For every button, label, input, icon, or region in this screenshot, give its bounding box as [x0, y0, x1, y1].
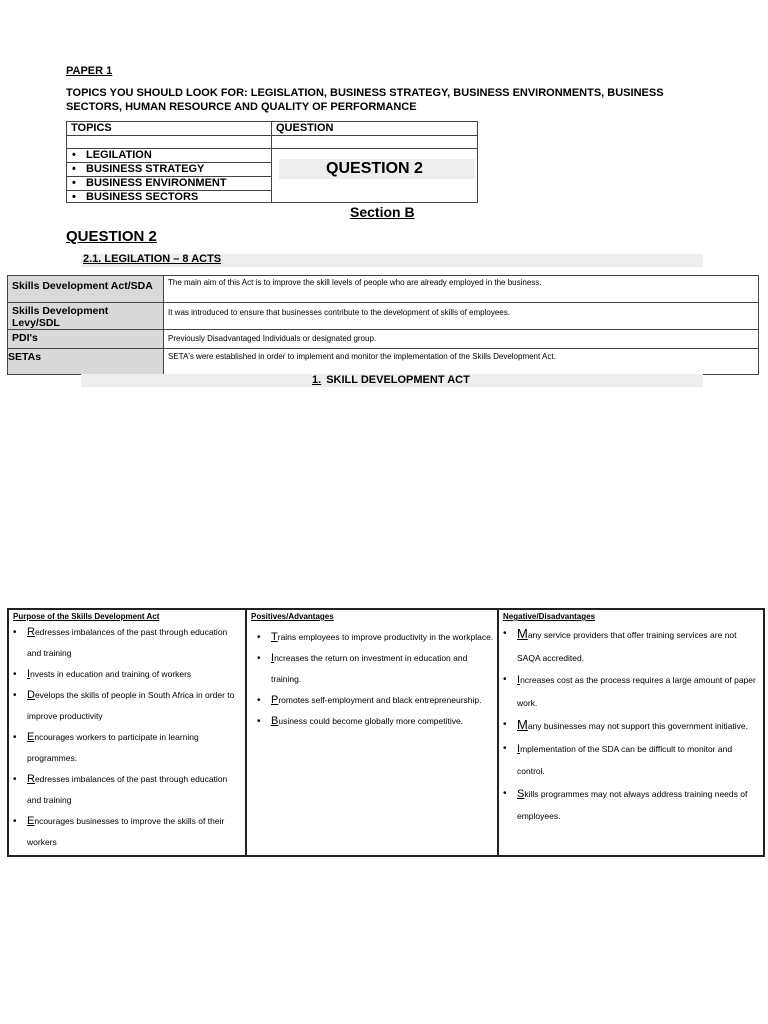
list-item: • Redresses imbalances of the past through education and training [11, 622, 243, 664]
definition-term: SETAs [8, 349, 164, 374]
topic-label: BUSINESS STRATEGY [86, 163, 205, 175]
definition-row [8, 276, 758, 303]
negatives-list [501, 623, 759, 828]
definitions-table [7, 275, 759, 375]
definition-text: The main aim of this Act is to improve the skill levels of people who are already employed in the business. [168, 278, 542, 287]
list-item: • Encourages businesses to improve the skills of their workers [11, 811, 243, 853]
definition-row [8, 330, 758, 349]
list-item: • Promotes self-employment and black entrepreneurship. [255, 690, 495, 711]
definition-row [8, 303, 758, 330]
list-item: • Increases cost as the process requires a large amount of paper work. [501, 669, 759, 714]
list-item: • Many businesses may not support this government initiative. [501, 714, 759, 738]
list-item: • Many service providers that offer training services are not SAQA accredited. [501, 623, 759, 669]
list-item: • Redresses imbalances of the past through education and training [11, 769, 243, 811]
legislation-heading: 2.1. LEGILATION – 8 ACTS [83, 253, 222, 265]
section-label: Section B [350, 204, 415, 220]
topic-row: • LEGILATION [67, 149, 272, 163]
topic-row: • BUSINESS STRATEGY [67, 163, 272, 177]
question-heading: QUESTION 2 [66, 228, 157, 245]
question-column-header: QUESTION [272, 122, 477, 136]
list-item: • Business could become globally more competitive. [255, 711, 495, 732]
list-item: • Invests in education and training of workers [11, 664, 243, 685]
sda-heading-number: 1. [312, 374, 322, 386]
list-item: • Skills programmes may not always address training needs of employees. [501, 783, 759, 828]
topic-row: • BUSINESS SECTORS [67, 191, 272, 202]
definition-term: Skills Development Act/SDA [8, 276, 164, 302]
definition-row [8, 349, 758, 374]
question-cell-label: QUESTION 2 [326, 160, 423, 177]
topic-label: BUSINESS SECTORS [86, 191, 199, 203]
sda-purpose-table [7, 608, 765, 857]
positives-list [255, 627, 495, 732]
purpose-column [9, 610, 247, 855]
topics-column-header: TOPICS [67, 122, 272, 136]
definition-term: Skills Development Levy/SDL [8, 303, 164, 329]
topics-table [66, 121, 478, 203]
blank-cell [67, 136, 272, 149]
topic-label: BUSINESS ENVIRONMENT [86, 177, 227, 189]
paper-label: PAPER 1 [66, 65, 113, 77]
purpose-column-header: Purpose of the Skills Development Act [13, 612, 160, 621]
purpose-list [11, 622, 243, 853]
negatives-column [499, 610, 763, 855]
list-item: • Encourages workers to participate in learning programmes. [11, 727, 243, 769]
list-item: • Implementation of the SDA can be difficult to monitor and control. [501, 738, 759, 783]
definition-term: PDI's [8, 330, 164, 348]
definition-text: SETA's were established in order to implement and monitor the implementation of the Skills Development Act. [168, 352, 556, 361]
positives-column [247, 610, 499, 855]
negatives-column-header: Negative/Disadvantages [503, 612, 596, 621]
list-item: • Trains employees to improve productivity in the workplace. [255, 627, 495, 648]
topic-row: • BUSINESS ENVIRONMENT [67, 177, 272, 191]
definition-text: Previously Disadvantaged Individuals or designated group. [168, 334, 377, 343]
list-item: • Develops the skills of people in South Africa in order to improve productivity [11, 685, 243, 727]
topic-label: LEGILATION [86, 149, 152, 161]
question-cell [272, 149, 477, 202]
positives-column-header: Positives/Advantages [251, 612, 334, 621]
topics-heading: TOPICS YOU SHOULD LOOK FOR: LEGISLATION, BUSINESS STRATEGY, BUSINESS ENVIRONMENTS, BUSINESS SECTORS, HUMAN RESOURCE AND QUALITY OF PERFORMANCE [66, 87, 664, 113]
list-item: • Increases the return on investment in education and training. [255, 648, 495, 690]
sda-heading-title: SKILL DEVELOPMENT ACT [326, 374, 470, 386]
definition-text: It was introduced to ensure that businesses contribute to the development of skills of employees. [168, 308, 510, 317]
sda-heading [312, 374, 470, 386]
blank-cell [272, 136, 477, 149]
